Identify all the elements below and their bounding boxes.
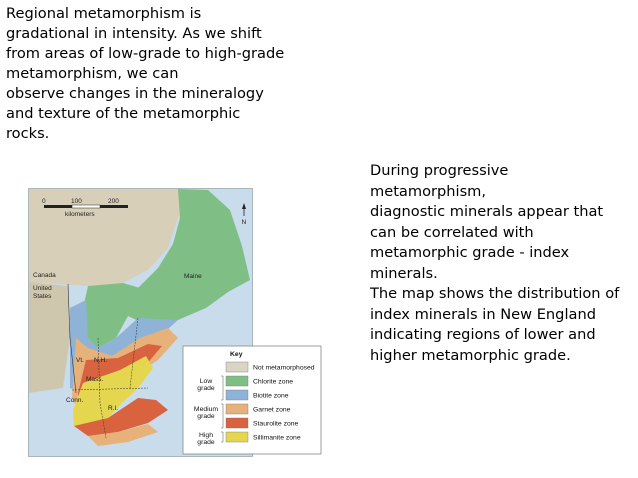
swatch-staurolite (226, 418, 248, 428)
label-states: States (33, 293, 52, 300)
key-zone-label: Garnet zone (253, 406, 291, 414)
body-line: The map shows the distribution of (370, 285, 620, 302)
key-group-low: Low (199, 378, 213, 385)
key-zone-label: Sillimanite zone (253, 434, 301, 442)
label-mass: Mass. (86, 376, 104, 383)
intro-line: from areas of low-grade to high-grade (6, 45, 285, 62)
swatch-biotite (226, 390, 248, 400)
north-label: N (241, 219, 247, 226)
intro-line: rocks. (6, 125, 50, 142)
new-england-metamorphic-map (28, 188, 324, 458)
scale-tick-100: 100 (71, 198, 82, 205)
label-maine: Maine (184, 273, 202, 280)
key-group-medium-grade: grade (197, 413, 215, 420)
label-united: United (33, 285, 52, 292)
key-title: Key (230, 351, 243, 358)
swatch-sillimanite (226, 432, 248, 442)
label-canada: Canada (33, 272, 56, 279)
intro-paragraph (6, 4, 306, 144)
intro-line: observe changes in the mineralogy (6, 85, 264, 102)
body-line: can be correlated with (370, 223, 534, 241)
key-group-high-grade: grade (197, 439, 215, 446)
scale-tick-200: 200 (108, 198, 119, 205)
key-group-low-grade: grade (197, 385, 215, 392)
key-group-medium: Medium (193, 406, 219, 413)
intro-line: metamorphism, we can (6, 65, 179, 82)
swatch-garnet (226, 404, 248, 414)
body-line: minerals. (370, 264, 438, 282)
map-key (183, 346, 321, 454)
key-zone-label: Biotite zone (253, 392, 289, 400)
body-line: indicating regions of lower and (370, 326, 596, 343)
key-group-high: High (199, 432, 213, 439)
label-nh: N.H. (94, 357, 107, 364)
key-zone-label: Not metamorphosed (253, 364, 315, 372)
label-vt: Vt. (76, 357, 84, 364)
intro-line: gradational in intensity. As we shift (6, 25, 262, 42)
key-zone-label: Chlorite zone (253, 378, 294, 386)
label-conn: Conn. (66, 397, 84, 404)
body-line: During progressive (370, 162, 509, 179)
intro-line: Regional metamorphism is (6, 5, 202, 22)
body-line: index minerals in New England (370, 305, 596, 323)
body-line: metamorphism, (370, 182, 487, 200)
body-line: higher metamorphic grade. (370, 346, 571, 364)
scale-unit: kilometers (65, 211, 95, 218)
key-zone-label: Staurolite zone (253, 420, 299, 428)
body-line: diagnostic minerals appear that (370, 203, 604, 220)
swatch-chlorite (226, 376, 248, 386)
body-line: metamorphic grade - index (370, 244, 570, 261)
index-minerals-paragraph (370, 161, 632, 366)
swatch-not-metamorphosed (226, 362, 248, 372)
intro-line: and texture of the metamorphic (6, 105, 241, 122)
scale-tick-0: 0 (42, 198, 46, 205)
label-ri: R.I. (108, 405, 119, 412)
